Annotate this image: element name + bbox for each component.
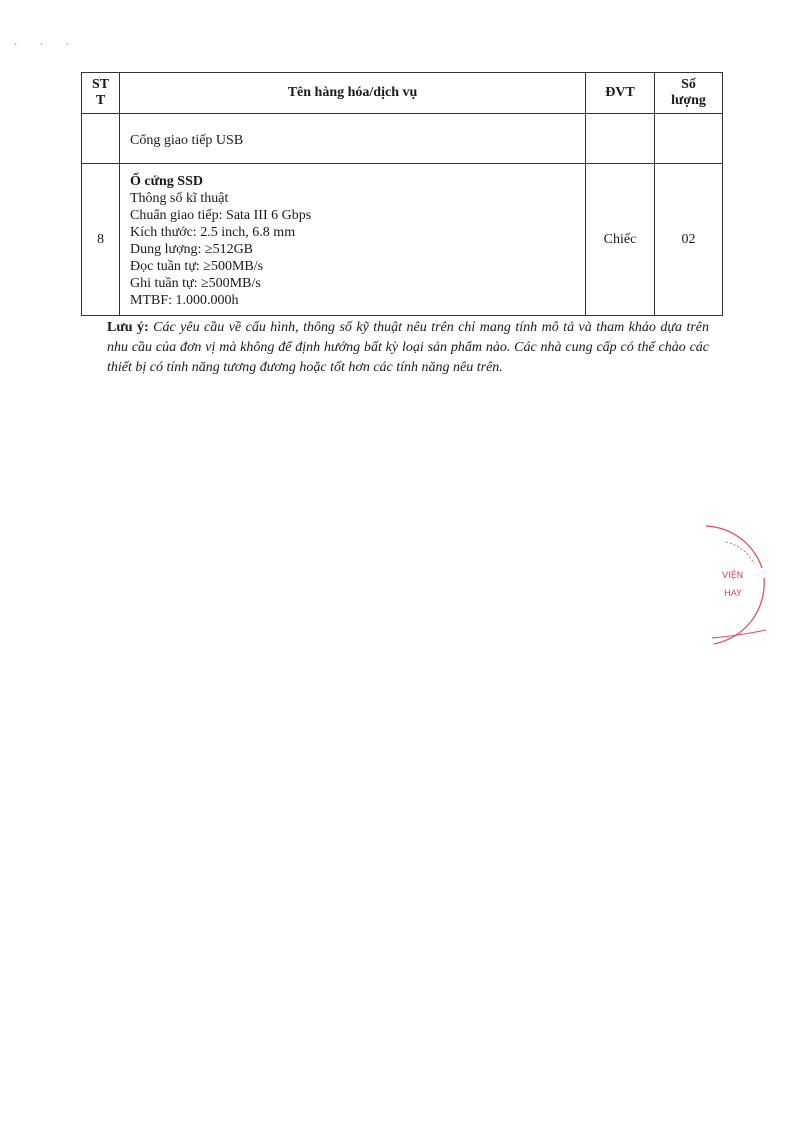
cell-stt: 8 [82,164,120,316]
header-qty: Số lượng [655,73,723,114]
header-unit: ĐVT [586,73,655,114]
header-stt: ST T [82,73,120,114]
note-paragraph [107,318,709,378]
cell-qty: 02 [655,164,723,316]
cell-name [120,164,586,316]
official-stamp [706,520,776,650]
goods-table [81,72,723,316]
table-header-row [82,73,723,114]
scan-artifact: · · · [14,40,79,51]
note-label: Lưu ý: [107,320,149,335]
item-line: MTBF: 1.000.000h [130,293,239,308]
cell-name [120,114,586,164]
header-name: Tên hàng hóa/dịch vụ [120,73,586,114]
table-row [82,114,723,164]
cell-qty [655,114,723,164]
item-line: Ghi tuần tự: ≥500MB/s [130,276,261,291]
item-title: Ổ cứng SSD [130,174,203,189]
cell-unit: Chiếc [586,164,655,316]
item-line: Dung lượng: ≥512GB [130,242,254,257]
item-line: Thông số kĩ thuật [130,191,229,206]
item-line: Đọc tuần tự: ≥500MB/s [130,259,264,274]
cell-stt [82,114,120,164]
note-text: Các yêu cầu về cấu hình, thông số kỹ thuật nêu trên chỉ mang tính mô tả và tham khảo dựa trên nhu cầu của đơn vị mà không để định hướng bất kỳ loại sản phẩm nào. Các nhà cung cấp có thể chào các thiết bị có tính năng tương đương hoặc tốt hơn các tính năng nêu trên. [107,320,709,375]
item-line: Kích thước: 2.5 inch, 6.8 mm [130,225,296,240]
cell-unit [586,114,655,164]
table-row [82,164,723,316]
item-line: Cổng giao tiếp USB [130,132,244,148]
stamp-text-line: HAY [724,589,742,599]
stamp-text-line: VIỆN [722,571,744,581]
item-line: Chuẩn giao tiếp: Sata III 6 Gbps [130,208,312,223]
